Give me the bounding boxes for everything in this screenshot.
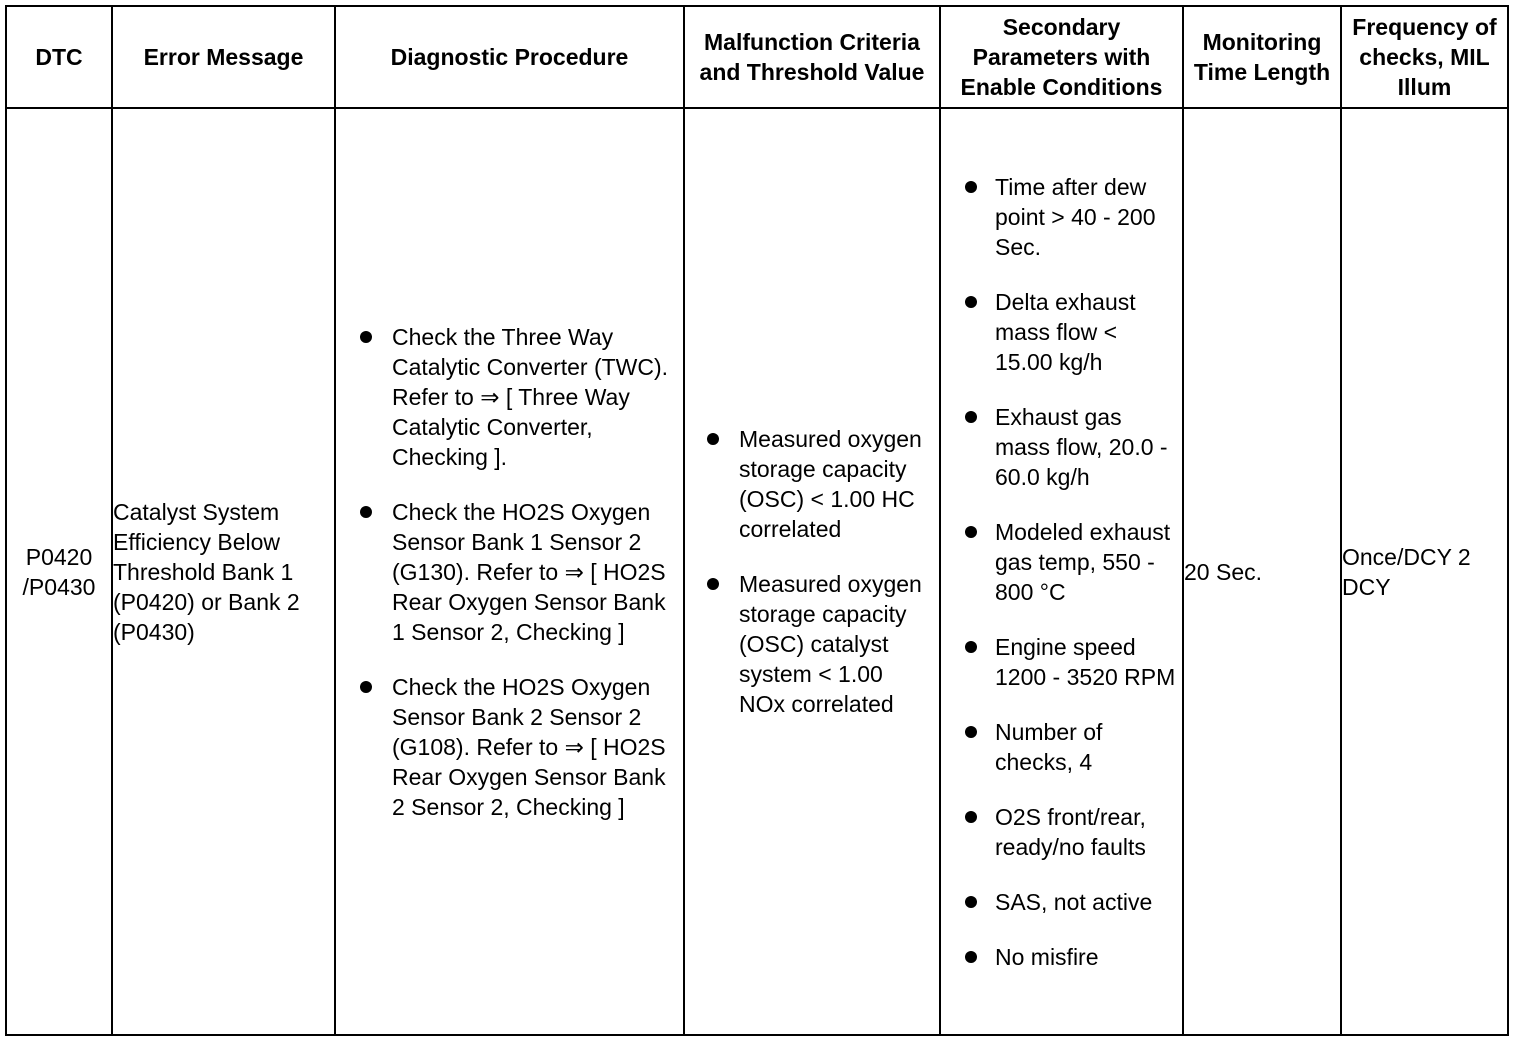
malfunction-criteria-list: [685, 424, 939, 719]
procedure-item: [336, 497, 683, 647]
header-error-message: Error Message: [112, 6, 335, 108]
parameter-item-text: Modeled exhaust gas temp, 550 - 800 °C: [995, 518, 1171, 605]
parameter-item: [941, 717, 1182, 777]
parameter-item: [941, 802, 1182, 862]
monitoring-time: 20 Sec.: [1183, 108, 1341, 1035]
parameter-item-text: Delta exhaust mass flow < 15.00 kg/h: [995, 288, 1136, 375]
parameter-item: [941, 402, 1182, 492]
malfunction-criteria-cell: [684, 108, 940, 1035]
parameter-item: [941, 632, 1182, 692]
parameter-item: [941, 517, 1182, 607]
diagnostic-procedure-list: [336, 322, 683, 822]
secondary-parameters-cell: [940, 108, 1183, 1035]
bullet-icon: [707, 433, 719, 445]
bullet-icon: [965, 181, 977, 193]
header-monitoring-time: Monitoring Time Length: [1183, 6, 1341, 108]
error-message: Catalyst System Efficiency Below Threshold Bank 1 (P0420) or Bank 2 (P0430): [112, 108, 335, 1035]
bullet-icon: [965, 411, 977, 423]
bullet-icon: [965, 951, 977, 963]
bullet-icon: [965, 296, 977, 308]
bullet-icon: [707, 578, 719, 590]
header-secondary-parameters: Secondary Parameters with Enable Conditions: [940, 6, 1183, 108]
criteria-item: [685, 569, 939, 719]
header-diagnostic-procedure: Diagnostic Procedure: [335, 6, 684, 108]
secondary-parameters-list: [941, 172, 1182, 972]
parameter-item: [941, 942, 1182, 972]
parameter-item-text: O2S front/rear, ready/no faults: [995, 803, 1146, 860]
dtc-table: [5, 5, 1509, 1036]
parameter-item-text: SAS, not active: [995, 888, 1153, 915]
parameter-item: [941, 887, 1182, 917]
dtc-code: P0420 /P0430: [6, 108, 112, 1035]
criteria-item-text: Measured oxygen storage capacity (OSC) catalyst system < 1.00 NOx correlated: [739, 571, 922, 717]
procedure-item: [336, 322, 683, 472]
frequency-mil: Once/DCY 2 DCY: [1341, 108, 1508, 1035]
bullet-icon: [360, 506, 372, 518]
parameter-item-text: Number of checks, 4: [995, 718, 1103, 775]
bullet-icon: [965, 726, 977, 738]
procedure-item-text: Check the HO2S Oxygen Sensor Bank 2 Sensor 2 (G108). Refer to ⇒ [ HO2S Rear Oxygen Sensor Bank 2 Sensor 2, Checking ]: [392, 673, 666, 820]
procedure-item-text: Check the HO2S Oxygen Sensor Bank 1 Sensor 2 (G130). Refer to ⇒ [ HO2S Rear Oxygen Sensor Bank 1 Sensor 2, Checking ]: [392, 498, 666, 645]
bullet-icon: [965, 811, 977, 823]
table-row: [6, 108, 1508, 1035]
diagnostic-procedure-cell: [335, 108, 684, 1035]
criteria-item: [685, 424, 939, 544]
parameter-item: [941, 172, 1182, 262]
procedure-item-text: Check the Three Way Catalytic Converter (TWC). Refer to ⇒ [ Three Way Catalytic Converter, Checking ].: [392, 323, 669, 470]
criteria-item-text: Measured oxygen storage capacity (OSC) < 1.00 HC correlated: [739, 426, 922, 542]
bullet-icon: [965, 641, 977, 653]
bullet-icon: [360, 681, 372, 693]
parameter-item-text: No misfire: [995, 943, 1099, 970]
bullet-icon: [965, 896, 977, 908]
header-frequency: Frequency of checks, MIL Illum: [1341, 6, 1508, 108]
bullet-icon: [360, 331, 372, 343]
parameter-item-text: Engine speed 1200 - 3520 RPM: [995, 633, 1176, 690]
parameter-item-text: Time after dew point > 40 - 200 Sec.: [995, 173, 1156, 260]
header-row: [6, 6, 1508, 108]
bullet-icon: [965, 526, 977, 538]
header-dtc: DTC: [6, 6, 112, 108]
procedure-item: [336, 672, 683, 822]
header-malfunction-criteria: Malfunction Criteria and Threshold Value: [684, 6, 940, 108]
parameter-item-text: Exhaust gas mass flow, 20.0 - 60.0 kg/h: [995, 403, 1168, 490]
parameter-item: [941, 287, 1182, 377]
